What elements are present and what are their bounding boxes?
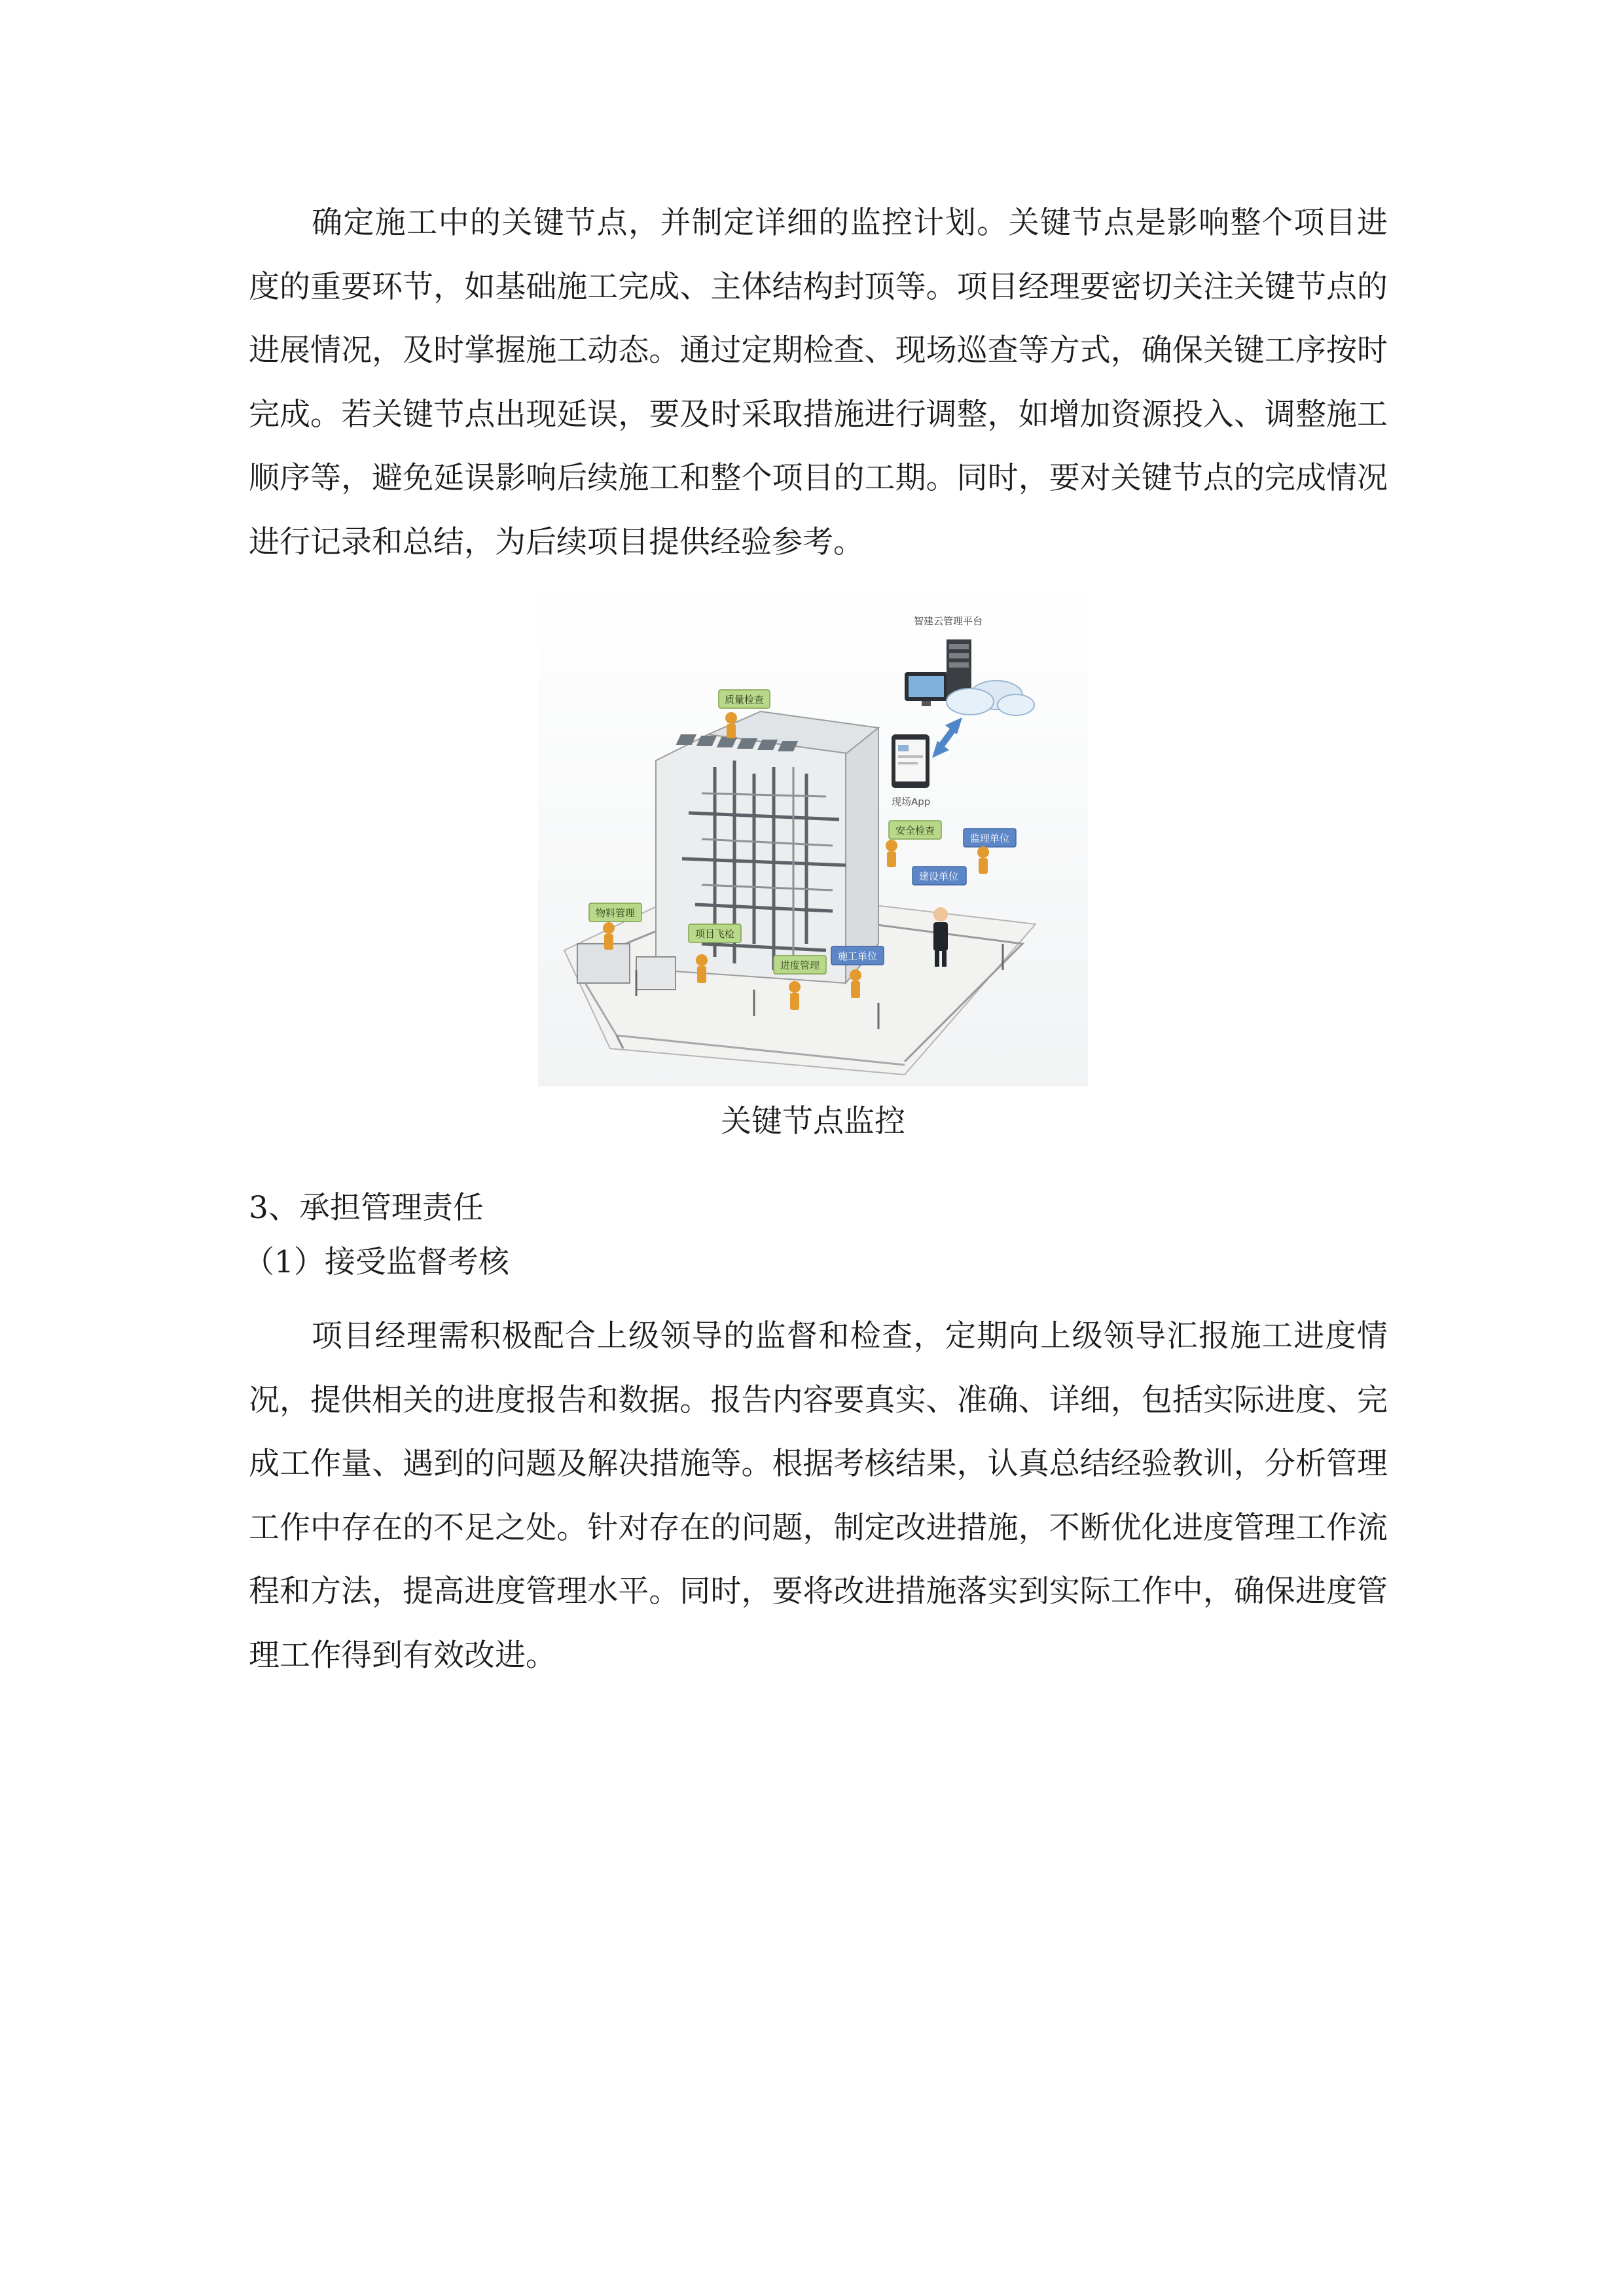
platform-label: 智建云管理平台 (914, 615, 983, 627)
svg-text:监理单位: 监理单位 (970, 833, 1010, 844)
svg-text:安全检查: 安全检查 (895, 825, 935, 836)
worker-icon (603, 922, 615, 950)
worker-icon (977, 846, 989, 874)
worker-icon (850, 969, 861, 998)
section-heading: 3、承担管理责任 (249, 1190, 484, 1226)
app-label: 现场App (892, 796, 931, 808)
key-node-monitoring-figure (538, 577, 1088, 1086)
svg-text:物料管理: 物料管理 (596, 907, 636, 919)
svg-text:质量检查: 质量检查 (725, 694, 765, 706)
tag-supervision (964, 829, 1016, 847)
tablet-app-icon (892, 734, 930, 808)
subsection-heading: （1）接受监督考核 (244, 1244, 509, 1280)
paragraph-text: 确定施工中的关键节点，并制定详细的监控计划。关键节点是影响整个项目进度的重要环节，如基础施工完成、主体结构封顶等。项目经理要密切关注关键节点的进展情况，及时掌握施工动态。通过定期检查、现场巡查等方式，确保关键工序按时完成。若关键节点出现延误，要及时采取措施进行调整，如增加资源投入、调整施工顺序等，避免延误影响后续施工和整个项目的工期。同时，要对关键节点的完成情况进行记录和总结，为后续项目提供经验参考。 (249, 205, 1388, 560)
tag-flight-check (689, 924, 741, 942)
svg-text:建设单位: 建设单位 (919, 870, 959, 882)
tag-safety (889, 821, 941, 839)
svg-text:项目飞检: 项目飞检 (695, 928, 735, 940)
tag-materials (589, 903, 641, 922)
tag-progress (774, 956, 826, 974)
worker-icon (725, 712, 737, 738)
worker-icon (696, 954, 708, 983)
worker-icon (789, 981, 801, 1010)
worker-icon (886, 840, 897, 867)
figure-caption: 关键节点监控 (721, 1103, 905, 1139)
svg-text:施工单位: 施工单位 (838, 950, 878, 962)
svg-text:进度管理: 进度管理 (780, 960, 820, 971)
tag-construction-owner (912, 867, 966, 885)
tag-quality (719, 690, 770, 708)
paragraph-key-nodes (249, 191, 1388, 574)
paragraph-supervision (249, 1304, 1388, 1687)
tag-contractor (831, 946, 884, 965)
paragraph-text: 项目经理需积极配合上级领导的监督和检查，定期向上级领导汇报施工进度情况，提供相关的进度报告和数据。报告内容要真实、准确、详细，包括实际进度、完成工作量、遇到的问题及解决措施等。根据考核结果，认真总结经验教训，分析管理工作中存在的不足之处。针对存在的问题，制定改进措施，不断优化进度管理工作流程和方法，提高进度管理水平。同时，要将改进措施落实到实际工作中，确保进度管理工作得到有效改进。 (249, 1318, 1388, 1674)
